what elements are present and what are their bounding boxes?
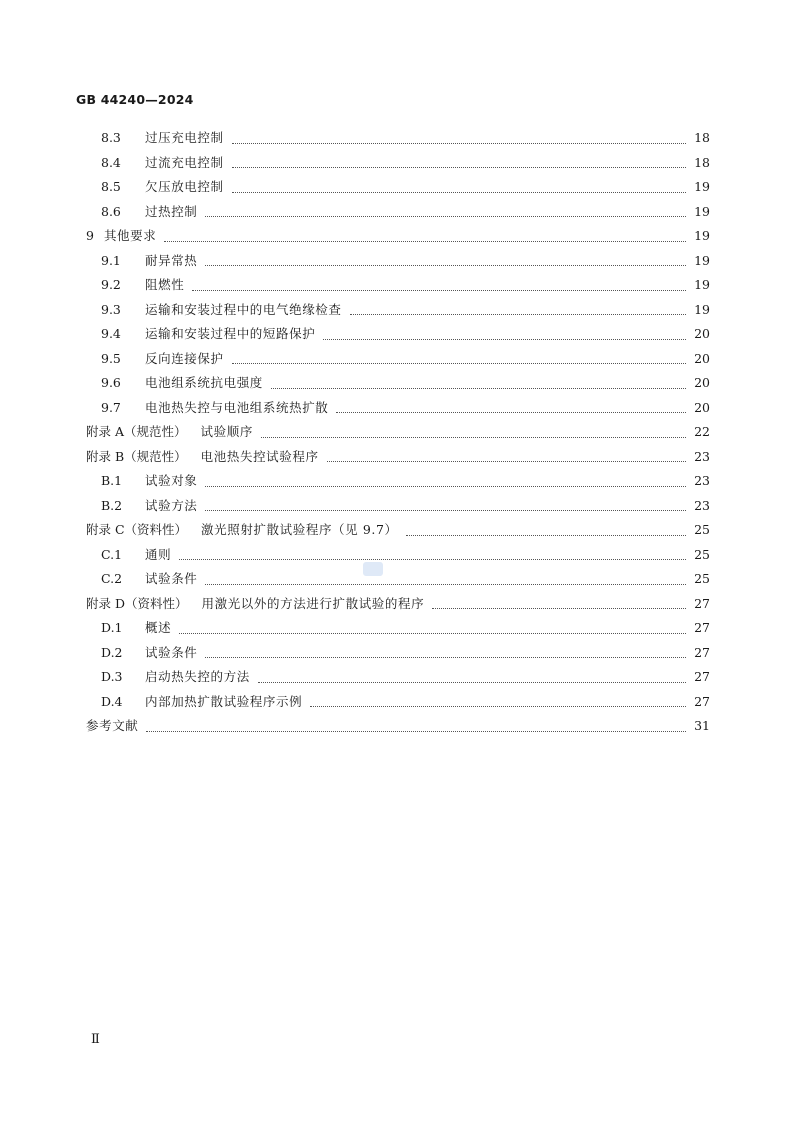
toc-entry[interactable]	[86, 175, 710, 200]
toc-entry-page: 18	[694, 130, 710, 145]
toc-entry[interactable]	[86, 665, 710, 690]
toc-dot-leader	[205, 656, 686, 658]
toc-dot-leader	[336, 411, 686, 413]
toc-entry-title: 运输和安装过程中的电气绝缘检查	[145, 301, 342, 317]
toc-dot-leader	[205, 215, 686, 217]
toc-entry-number: 9	[86, 228, 94, 243]
toc-entry-title: 电池热失控试验程序	[200, 448, 319, 464]
toc-entry[interactable]	[86, 420, 710, 445]
toc-entry-number: 8.5	[101, 179, 121, 194]
toc-entry[interactable]	[86, 200, 710, 225]
toc-entry-page: 27	[694, 644, 710, 660]
toc-dot-leader	[179, 558, 686, 560]
watermark-mark	[363, 562, 383, 576]
toc-entry[interactable]	[86, 396, 710, 421]
toc-entry[interactable]	[86, 298, 710, 323]
toc-dot-leader	[192, 289, 686, 291]
toc-entry-page: 19	[694, 228, 710, 243]
toc-entry-number: 附录 B（规范性）	[86, 448, 187, 464]
document-id-header: GB 44240—2024	[76, 92, 194, 107]
toc-dot-leader	[179, 632, 686, 634]
toc-entry-page: 19	[694, 179, 710, 194]
toc-dot-leader	[327, 460, 687, 462]
toc-entry[interactable]	[86, 249, 710, 274]
toc-entry[interactable]	[86, 347, 710, 372]
toc-entry-page: 27	[694, 693, 710, 709]
toc-dot-leader	[232, 166, 686, 168]
toc-entry-title: 内部加热扩散试验程序示例	[145, 693, 303, 709]
toc-dot-leader	[350, 313, 687, 315]
toc-entry-number: 附录 D（资料性）	[86, 595, 188, 611]
toc-entry-page: 20	[694, 399, 710, 415]
toc-dot-leader	[232, 362, 686, 364]
toc-dot-leader	[232, 142, 686, 144]
toc-dot-leader	[232, 191, 686, 193]
toc-dot-leader	[205, 264, 686, 266]
toc-entry[interactable]	[86, 273, 710, 298]
toc-entry-title: 反向连接保护	[145, 350, 224, 366]
toc-entry-number: 8.6	[101, 203, 121, 219]
toc-entry[interactable]	[86, 567, 710, 592]
toc-entry-page: 31	[694, 718, 710, 733]
toc-entry-number: 9.6	[101, 375, 121, 390]
toc-entry-number: C.1	[101, 546, 123, 562]
toc-entry-number: 9.4	[101, 326, 121, 341]
toc-entry-number: D.3	[101, 669, 123, 684]
toc-entry-page: 22	[694, 424, 710, 439]
toc-entry[interactable]	[86, 224, 710, 249]
toc-entry-page: 20	[694, 375, 710, 390]
toc-entry-number: 8.3	[101, 130, 121, 145]
toc-entry[interactable]	[86, 690, 710, 715]
toc-dot-leader	[432, 607, 686, 609]
toc-entry-page: 27	[694, 620, 710, 635]
toc-entry-title: 试验对象	[145, 473, 198, 488]
toc-entry-number: B.1	[101, 473, 123, 488]
toc-entry-page: 20	[694, 326, 710, 341]
toc-entry-title: 过热控制	[145, 203, 198, 219]
toc-entry-page: 23	[694, 497, 710, 513]
toc-entry-number: D.1	[101, 620, 123, 635]
toc-entry-number: 9.2	[101, 277, 121, 292]
toc-entry-number: 9.5	[101, 350, 121, 366]
toc-entry[interactable]	[86, 445, 710, 470]
toc-entry-title: 概述	[145, 620, 172, 635]
toc-entry[interactable]	[86, 592, 710, 617]
toc-entry-number: D.4	[101, 693, 123, 709]
toc-entry[interactable]	[86, 469, 710, 494]
toc-entry-page: 25	[694, 571, 710, 586]
toc-entry[interactable]	[86, 518, 710, 543]
toc-entry-title: 启动热失控的方法	[145, 669, 250, 684]
toc-entry-number: 9.7	[101, 399, 121, 415]
toc-entry-page: 19	[694, 301, 710, 317]
toc-entry-title: 阻燃性	[145, 277, 185, 292]
toc-entry-page: 27	[694, 669, 710, 684]
toc-entry-number: 附录 C（资料性）	[86, 522, 188, 537]
toc-entry[interactable]	[86, 641, 710, 666]
toc-dot-leader	[261, 436, 686, 438]
toc-entry-title: 用激光以外的方法进行扩散试验的程序	[201, 595, 425, 611]
toc-entry-page: 19	[694, 203, 710, 219]
toc-entry-title: 通则	[145, 546, 172, 562]
toc-entry-page: 19	[694, 277, 710, 292]
toc-entry[interactable]	[86, 616, 710, 641]
toc-entry-number: 附录 A（规范性）	[86, 424, 187, 439]
toc-entry-number: C.2	[101, 571, 123, 586]
toc-entry-title: 激光照射扩散试验程序（见 9.7）	[201, 522, 398, 537]
toc-entry-page: 23	[694, 448, 710, 464]
toc-entry-page: 20	[694, 350, 710, 366]
toc-dot-leader	[205, 485, 686, 487]
toc-entry-page: 25	[694, 546, 710, 562]
toc-entry-page: 19	[694, 252, 710, 268]
toc-dot-leader	[323, 338, 686, 340]
toc-dot-leader	[205, 509, 686, 511]
toc-entry-number: D.2	[101, 644, 123, 660]
toc-entry-page: 18	[694, 154, 710, 170]
toc-entry[interactable]	[86, 151, 710, 176]
toc-entry-title: 电池热失控与电池组系统热扩散	[145, 399, 329, 415]
toc-entry-number: 9.3	[101, 301, 121, 317]
toc-dot-leader	[258, 681, 686, 683]
toc-dot-leader	[271, 387, 686, 389]
toc-entry-page: 25	[694, 522, 710, 537]
toc-entry[interactable]	[86, 322, 710, 347]
toc-entry-title: 过流充电控制	[145, 154, 224, 170]
toc-entry-number: 8.4	[101, 154, 121, 170]
toc-entry-title: 试验顺序	[200, 424, 253, 439]
toc-entry[interactable]	[86, 543, 710, 568]
toc-entry-page: 27	[694, 595, 710, 611]
toc-entry[interactable]	[86, 371, 710, 396]
toc-entry-title: 试验条件	[145, 644, 198, 660]
toc-dot-leader	[205, 583, 686, 585]
toc-entry-title: 参考文献	[86, 718, 139, 733]
toc-entry-title: 试验条件	[145, 571, 198, 586]
toc-entry[interactable]	[86, 714, 710, 739]
toc-entry-title: 电池组系统抗电强度	[145, 375, 263, 390]
toc-entry-title: 欠压放电控制	[145, 179, 224, 194]
toc-entry-number: 9.1	[101, 252, 121, 268]
table-of-contents	[86, 126, 710, 739]
toc-entry-title: 过压充电控制	[145, 130, 224, 145]
toc-dot-leader	[146, 730, 686, 732]
toc-dot-leader	[164, 240, 686, 242]
toc-dot-leader	[406, 534, 686, 536]
toc-entry-number: B.2	[101, 497, 123, 513]
toc-entry-title: 运输和安装过程中的短路保护	[145, 326, 316, 341]
toc-dot-leader	[310, 705, 686, 707]
page-number: Ⅱ	[91, 1032, 100, 1047]
toc-entry-title: 耐异常热	[145, 252, 198, 268]
toc-entry[interactable]	[86, 126, 710, 151]
toc-entry-title: 试验方法	[145, 497, 198, 513]
toc-entry-page: 23	[694, 473, 710, 488]
toc-entry-title: 其他要求	[103, 228, 157, 243]
toc-entry[interactable]	[86, 494, 710, 519]
